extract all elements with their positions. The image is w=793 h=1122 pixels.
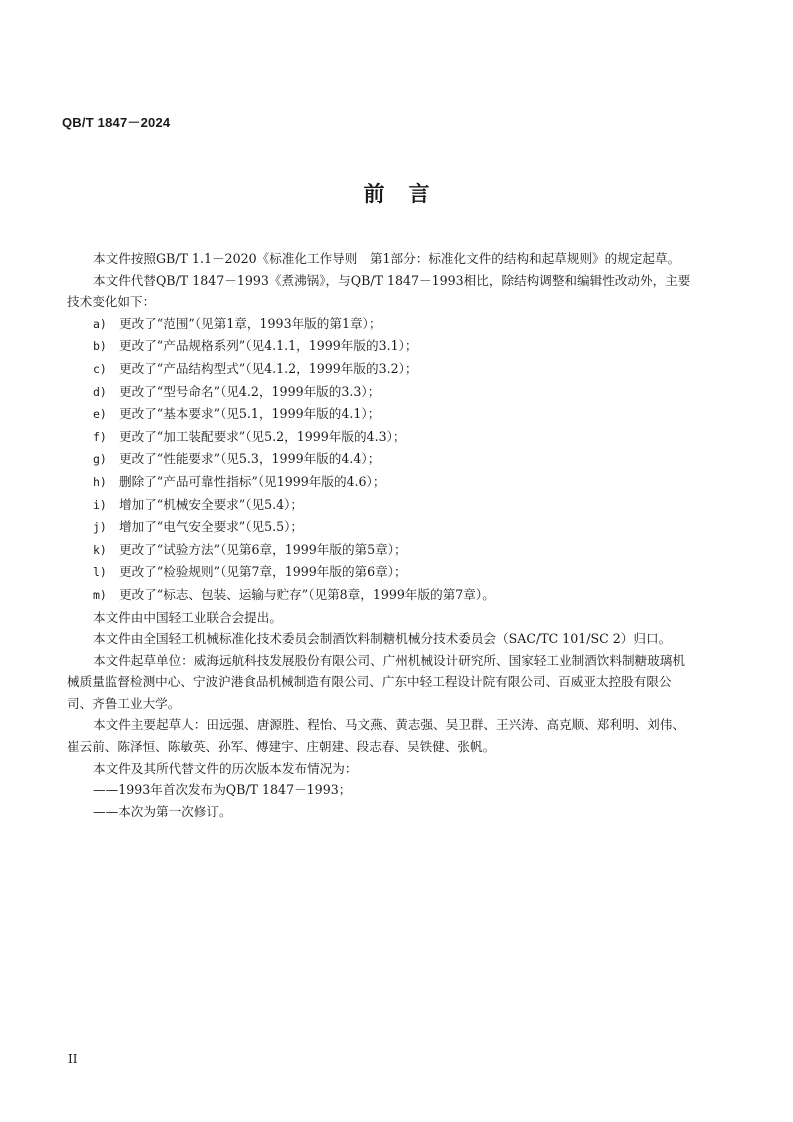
page-number: II [68,1052,78,1066]
list-item [67,313,693,336]
list-item [67,584,693,607]
list-item-label: i) [93,497,107,512]
list-item-label: m) [93,587,107,602]
list-item-text: 更改了“基本要求”（见5.1，1999年版的4.1）； [119,406,381,422]
list-item-label: l) [93,565,107,580]
list-item-text: 更改了“试验方法”（见第6章，1999年版的第5章）； [119,541,407,557]
paragraph-drafters: 本文件主要起草人：田远强、唐源胜、程怡、马文燕、黄志强、吴卫群、王兴涛、高克顺、郑利明、刘伟、崔云前、陈泽恒、陈敏英、孙军、傅建宇、庄朝建、段志春、吴铁健、张帆。 [67,717,685,755]
list-item-label: h) [93,474,107,489]
list-item-text: 更改了“检验规则”（见第7章，1999年版的第6章）； [119,564,407,580]
list-item [67,561,693,584]
list-item-label: a) [93,316,107,331]
list-item [67,471,693,494]
list-item-label: e) [93,407,107,422]
history-item: ——本次为第一次修订。 [93,803,232,819]
list-item-label: d) [93,384,107,399]
list-item-text: 更改了“产品结构型式”（见4.1.2，1999年版的3.2）； [119,360,418,376]
list-item-label: f) [93,429,107,444]
paragraph-drafting-units: 本文件起草单位：威海远航科技发展股份有限公司、广州机械设计研究所、国家轻工业制酒饮料制糖玻璃机械质量监督检测中心、宁波沪港食品机械制造有限公司、广东中轻工程设计院有限公司、百威亚太控股有限公司、齐鲁工业大学。 [67,652,685,711]
paragraph-drafting-rules: 本文件按照GB/T 1.1－2020《标准化工作导则 第1部分：标准化文件的结构和起草规则》的规定起草。 [93,251,681,266]
paragraph-history-intro: 本文件及其所代替文件的历次版本发布情况为： [93,760,358,776]
page-title: 前言 [363,182,454,206]
list-item [67,381,693,404]
list-item-text: 增加了“机械安全要求”（见5.4）； [119,496,304,512]
list-item [67,448,693,471]
history-item: ——1993年首次发布为QB/T 1847－1993； [93,782,352,798]
list-item [67,494,693,517]
changes-list [67,313,693,607]
list-item [67,403,693,426]
list-item [67,335,693,358]
list-item [67,358,693,381]
paragraph-replacement: 本文件代替QB/T 1847－1993《煮沸锅》，与QB/T 1847－1993相比，除结构调整和编辑性改动外，主要技术变化如下： [67,272,691,310]
list-item-text: 删除了“产品可靠性指标”（见1999年版的4.6）； [119,473,386,489]
standard-code: QB/T 1847－2024 [62,115,171,130]
list-item-text: 增加了“电气安全要求”（见5.5）； [119,519,304,535]
list-item-text: 更改了“性能要求”（见5.3，1999年版的4.4）； [119,451,381,467]
list-item-text: 更改了“标志、包装、运输与贮存”（见第8章，1999年版的第7章）。 [119,586,495,602]
list-item-label: g) [93,452,107,467]
list-item-label: j) [93,520,107,535]
paragraph-proposer: 本文件由中国轻工业联合会提出。 [93,609,282,625]
list-item [67,539,693,562]
list-item-label: b) [93,339,107,354]
list-item [67,516,693,539]
list-item-label: c) [93,361,107,376]
paragraph-committee: 本文件由全国轻工机械标准化技术委员会制酒饮料制糖机械分技术委员会（SAC/TC 101/SC 2）归口。 [93,631,672,647]
list-item-text: 更改了“加工装配要求”（见5.2，1999年版的4.3）； [119,428,406,444]
list-item-label: k) [93,542,107,557]
document-body [67,248,693,822]
list-item [67,426,693,449]
list-item-text: 更改了“产品规格系列”（见4.1.1，1999年版的3.1）； [119,338,418,354]
list-item-text: 更改了“范围”（见第1章，1993年版的第1章）； [119,315,382,331]
list-item-text: 更改了“型号命名”（见4.2，1999年版的3.3）； [119,383,381,399]
